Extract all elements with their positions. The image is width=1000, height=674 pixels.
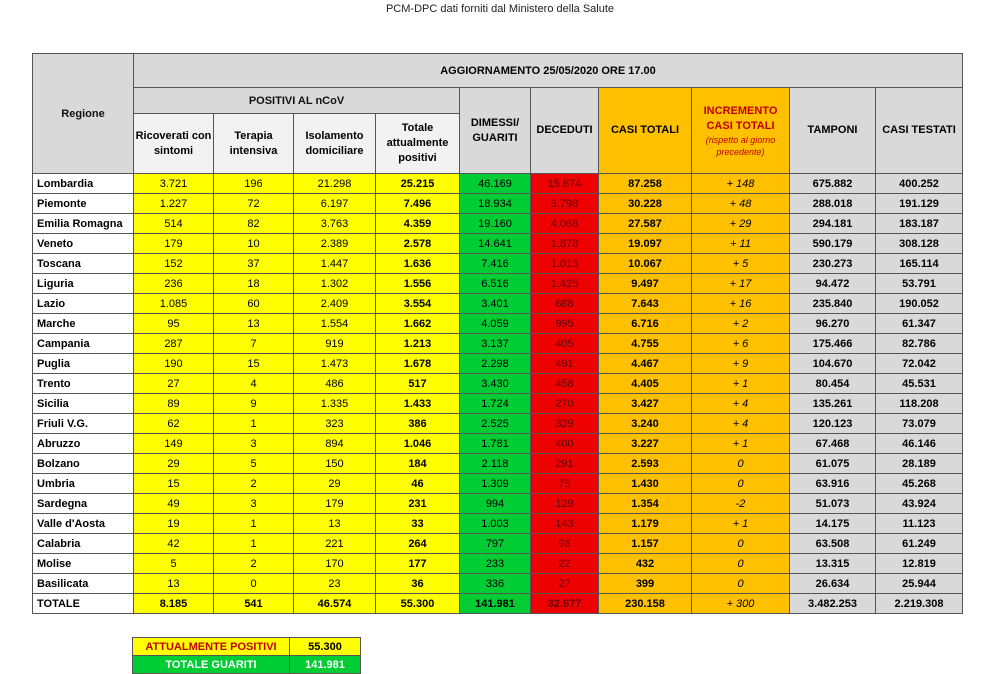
cell-regione: Puglia xyxy=(33,354,134,374)
cell-tamponi: 14.175 xyxy=(790,514,876,534)
cell-tamponi: 135.261 xyxy=(790,394,876,414)
cell-terapia: 15 xyxy=(214,354,294,374)
attualmente-positivi-value: 55.300 xyxy=(290,638,361,656)
header-dimessi: DIMESSI/ GUARITI xyxy=(460,88,531,174)
totals-row xyxy=(33,594,963,614)
cell-isolamento: 150 xyxy=(294,454,376,474)
cell-ricoverati: 287 xyxy=(134,334,214,354)
cell-casi-totali: 399 xyxy=(599,574,692,594)
cell-regione: Molise xyxy=(33,554,134,574)
cell-terapia: 3 xyxy=(214,494,294,514)
cell-terapia: 2 xyxy=(214,474,294,494)
cell-isolamento: 3.763 xyxy=(294,214,376,234)
header-tamponi: TAMPONI xyxy=(790,88,876,174)
cell-isolamento: 1.302 xyxy=(294,274,376,294)
cell-casi-testati: 45.531 xyxy=(876,374,963,394)
cell-regione: Campania xyxy=(33,334,134,354)
cell-casi-testati: 46.146 xyxy=(876,434,963,454)
cell-isolamento: 919 xyxy=(294,334,376,354)
cell-casi-totali: 4.405 xyxy=(599,374,692,394)
cell-casi-totali: 2.593 xyxy=(599,454,692,474)
cell-tamponi: 288.018 xyxy=(790,194,876,214)
table-row xyxy=(33,254,963,274)
total-regione: TOTALE xyxy=(33,594,134,614)
cell-casi-testati: 400.252 xyxy=(876,174,963,194)
cell-incremento: 0 xyxy=(692,554,790,574)
cell-casi-totali: 30.228 xyxy=(599,194,692,214)
cell-terapia: 37 xyxy=(214,254,294,274)
total-casi-testati: 2.219.308 xyxy=(876,594,963,614)
table-row xyxy=(33,294,963,314)
cell-totale-positivi: 1.662 xyxy=(376,314,460,334)
cell-regione: Liguria xyxy=(33,274,134,294)
cell-tamponi: 63.508 xyxy=(790,534,876,554)
cell-tamponi: 80.454 xyxy=(790,374,876,394)
cell-regione: Lazio xyxy=(33,294,134,314)
cell-dimessi: 2.118 xyxy=(460,454,531,474)
cell-casi-totali: 19.097 xyxy=(599,234,692,254)
cell-deceduti: 143 xyxy=(531,514,599,534)
cell-ricoverati: 89 xyxy=(134,394,214,414)
cell-tamponi: 675.882 xyxy=(790,174,876,194)
header-regione: Regione xyxy=(33,54,134,174)
cell-totale-positivi: 386 xyxy=(376,414,460,434)
cell-totale-positivi: 1.046 xyxy=(376,434,460,454)
cell-regione: Bolzano xyxy=(33,454,134,474)
cell-ricoverati: 29 xyxy=(134,454,214,474)
cell-casi-totali: 1.354 xyxy=(599,494,692,514)
cell-totale-positivi: 46 xyxy=(376,474,460,494)
cell-casi-totali: 3.240 xyxy=(599,414,692,434)
total-terapia: 541 xyxy=(214,594,294,614)
cell-regione: Umbria xyxy=(33,474,134,494)
cell-dimessi: 3.430 xyxy=(460,374,531,394)
cell-casi-testati: 11.123 xyxy=(876,514,963,534)
cell-totale-positivi: 25.215 xyxy=(376,174,460,194)
cell-tamponi: 26.634 xyxy=(790,574,876,594)
cell-tamponi: 120.123 xyxy=(790,414,876,434)
cell-dimessi: 1.781 xyxy=(460,434,531,454)
cell-tamponi: 294.181 xyxy=(790,214,876,234)
summary-box xyxy=(132,637,361,674)
cell-incremento: + 4 xyxy=(692,394,790,414)
cell-tamponi: 104.670 xyxy=(790,354,876,374)
cell-dimessi: 6.516 xyxy=(460,274,531,294)
table-body xyxy=(33,174,963,614)
cell-casi-totali: 27.587 xyxy=(599,214,692,234)
cell-isolamento: 1.473 xyxy=(294,354,376,374)
cell-terapia: 4 xyxy=(214,374,294,394)
cell-incremento: + 1 xyxy=(692,374,790,394)
cell-ricoverati: 179 xyxy=(134,234,214,254)
cell-casi-testati: 165.114 xyxy=(876,254,963,274)
cell-isolamento: 179 xyxy=(294,494,376,514)
table-row xyxy=(33,194,963,214)
cell-totale-positivi: 33 xyxy=(376,514,460,534)
table-title: AGGIORNAMENTO 25/05/2020 ORE 17.00 xyxy=(134,54,963,88)
table-row xyxy=(33,534,963,554)
cell-terapia: 1 xyxy=(214,534,294,554)
cell-isolamento: 1.335 xyxy=(294,394,376,414)
cell-ricoverati: 3.721 xyxy=(134,174,214,194)
cell-tamponi: 67.468 xyxy=(790,434,876,454)
cell-dimessi: 1.003 xyxy=(460,514,531,534)
cell-totale-positivi: 177 xyxy=(376,554,460,574)
cell-tamponi: 51.073 xyxy=(790,494,876,514)
total-totale-positivi: 55.300 xyxy=(376,594,460,614)
table-row xyxy=(33,394,963,414)
cell-casi-totali: 432 xyxy=(599,554,692,574)
cell-regione: Marche xyxy=(33,314,134,334)
header-incremento-note: (rispetto al giorno precedente) xyxy=(705,134,776,157)
cell-tamponi: 13.315 xyxy=(790,554,876,574)
cell-terapia: 196 xyxy=(214,174,294,194)
cell-casi-totali: 1.157 xyxy=(599,534,692,554)
cell-isolamento: 486 xyxy=(294,374,376,394)
cell-casi-testati: 191.129 xyxy=(876,194,963,214)
table-row xyxy=(33,574,963,594)
table-row xyxy=(33,334,963,354)
cell-totale-positivi: 184 xyxy=(376,454,460,474)
cell-dimessi: 3.137 xyxy=(460,334,531,354)
cell-tamponi: 230.273 xyxy=(790,254,876,274)
cell-casi-totali: 1.179 xyxy=(599,514,692,534)
table-row xyxy=(33,274,963,294)
cell-totale-positivi: 1.636 xyxy=(376,254,460,274)
cell-regione: Sicilia xyxy=(33,394,134,414)
cell-incremento: 0 xyxy=(692,534,790,554)
totale-guariti-label: TOTALE GUARITI xyxy=(133,656,290,674)
cell-casi-testati: 61.249 xyxy=(876,534,963,554)
cell-isolamento: 170 xyxy=(294,554,376,574)
cell-deceduti: 995 xyxy=(531,314,599,334)
cell-terapia: 10 xyxy=(214,234,294,254)
cell-dimessi: 19.160 xyxy=(460,214,531,234)
cell-deceduti: 27 xyxy=(531,574,599,594)
cell-ricoverati: 514 xyxy=(134,214,214,234)
cell-deceduti: 1.878 xyxy=(531,234,599,254)
cell-ricoverati: 15 xyxy=(134,474,214,494)
cell-deceduti: 75 xyxy=(531,474,599,494)
total-isolamento: 46.574 xyxy=(294,594,376,614)
cell-incremento: + 148 xyxy=(692,174,790,194)
cell-regione: Basilicata xyxy=(33,574,134,594)
cell-casi-testati: 72.042 xyxy=(876,354,963,374)
header-casi-totali: CASI TOTALI xyxy=(599,88,692,174)
header-ricoverati: Ricoverati con sintomi xyxy=(134,114,214,174)
cell-deceduti: 1.425 xyxy=(531,274,599,294)
cell-ricoverati: 5 xyxy=(134,554,214,574)
cell-regione: Emilia Romagna xyxy=(33,214,134,234)
cell-terapia: 3 xyxy=(214,434,294,454)
header-incremento-label: INCREMENTO CASI TOTALI xyxy=(703,104,778,132)
cell-totale-positivi: 1.213 xyxy=(376,334,460,354)
cell-isolamento: 21.298 xyxy=(294,174,376,194)
cell-casi-totali: 6.716 xyxy=(599,314,692,334)
cell-deceduti: 4.068 xyxy=(531,214,599,234)
cell-isolamento: 1.447 xyxy=(294,254,376,274)
cell-casi-totali: 87.258 xyxy=(599,174,692,194)
cell-totale-positivi: 1.433 xyxy=(376,394,460,414)
cell-casi-testati: 28.189 xyxy=(876,454,963,474)
cell-ricoverati: 13 xyxy=(134,574,214,594)
cell-isolamento: 894 xyxy=(294,434,376,454)
cell-incremento: + 9 xyxy=(692,354,790,374)
header-positivi-group: POSITIVI AL nCoV xyxy=(134,88,460,114)
cell-incremento: 0 xyxy=(692,474,790,494)
cell-totale-positivi: 517 xyxy=(376,374,460,394)
cell-isolamento: 221 xyxy=(294,534,376,554)
cell-casi-totali: 1.430 xyxy=(599,474,692,494)
table-row xyxy=(33,514,963,534)
cell-dimessi: 46.169 xyxy=(460,174,531,194)
cell-deceduti: 491 xyxy=(531,354,599,374)
cell-isolamento: 23 xyxy=(294,574,376,594)
table-row xyxy=(33,234,963,254)
cell-casi-testati: 190.052 xyxy=(876,294,963,314)
cell-terapia: 1 xyxy=(214,514,294,534)
cell-dimessi: 1.724 xyxy=(460,394,531,414)
cell-incremento: + 17 xyxy=(692,274,790,294)
cell-dimessi: 797 xyxy=(460,534,531,554)
cell-tamponi: 590.179 xyxy=(790,234,876,254)
cell-dimessi: 2.298 xyxy=(460,354,531,374)
cell-casi-testati: 308.128 xyxy=(876,234,963,254)
cell-terapia: 7 xyxy=(214,334,294,354)
cell-regione: Lombardia xyxy=(33,174,134,194)
cell-regione: Abruzzo xyxy=(33,434,134,454)
cell-totale-positivi: 36 xyxy=(376,574,460,594)
table-row xyxy=(33,174,963,194)
cell-incremento: 0 xyxy=(692,574,790,594)
totale-guariti-value: 141.981 xyxy=(290,656,361,674)
cell-isolamento: 6.197 xyxy=(294,194,376,214)
cell-regione: Friuli V.G. xyxy=(33,414,134,434)
cell-deceduti: 15.874 xyxy=(531,174,599,194)
table-row xyxy=(33,214,963,234)
cell-terapia: 2 xyxy=(214,554,294,574)
cell-totale-positivi: 3.554 xyxy=(376,294,460,314)
cell-dimessi: 2.525 xyxy=(460,414,531,434)
source-caption: PCM-DPC dati forniti dal Ministero della Salute xyxy=(385,3,615,15)
cell-casi-testati: 61.347 xyxy=(876,314,963,334)
total-dimessi: 141.981 xyxy=(460,594,531,614)
cell-ricoverati: 1.227 xyxy=(134,194,214,214)
cell-terapia: 1 xyxy=(214,414,294,434)
table-row xyxy=(33,314,963,334)
table-row xyxy=(33,474,963,494)
cell-incremento: + 4 xyxy=(692,414,790,434)
cell-ricoverati: 49 xyxy=(134,494,214,514)
cell-dimessi: 994 xyxy=(460,494,531,514)
cell-incremento: 0 xyxy=(692,454,790,474)
cell-incremento: + 11 xyxy=(692,234,790,254)
cell-tamponi: 96.270 xyxy=(790,314,876,334)
cell-regione: Piemonte xyxy=(33,194,134,214)
cell-dimessi: 4.059 xyxy=(460,314,531,334)
cell-incremento: + 6 xyxy=(692,334,790,354)
cell-ricoverati: 19 xyxy=(134,514,214,534)
cell-deceduti: 3.798 xyxy=(531,194,599,214)
cell-tamponi: 61.075 xyxy=(790,454,876,474)
cell-totale-positivi: 4.359 xyxy=(376,214,460,234)
cell-casi-totali: 10.067 xyxy=(599,254,692,274)
cell-ricoverati: 95 xyxy=(134,314,214,334)
cell-regione: Veneto xyxy=(33,234,134,254)
cell-terapia: 0 xyxy=(214,574,294,594)
cell-incremento: + 2 xyxy=(692,314,790,334)
cell-deceduti: 400 xyxy=(531,434,599,454)
cell-totale-positivi: 7.496 xyxy=(376,194,460,214)
cell-incremento: + 16 xyxy=(692,294,790,314)
header-incremento xyxy=(692,88,790,174)
cell-terapia: 9 xyxy=(214,394,294,414)
cell-casi-testati: 82.786 xyxy=(876,334,963,354)
cell-isolamento: 1.554 xyxy=(294,314,376,334)
cell-ricoverati: 236 xyxy=(134,274,214,294)
attualmente-positivi-label: ATTUALMENTE POSITIVI xyxy=(133,638,290,656)
cell-incremento: + 48 xyxy=(692,194,790,214)
header-terapia: Terapia intensiva xyxy=(214,114,294,174)
cell-isolamento: 323 xyxy=(294,414,376,434)
cell-dimessi: 233 xyxy=(460,554,531,574)
header-casi-testati: CASI TESTATI xyxy=(876,88,963,174)
cell-regione: Sardegna xyxy=(33,494,134,514)
table-row xyxy=(33,354,963,374)
cell-dimessi: 1.309 xyxy=(460,474,531,494)
table-row xyxy=(33,434,963,454)
cell-isolamento: 13 xyxy=(294,514,376,534)
cell-regione: Toscana xyxy=(33,254,134,274)
cell-regione: Trento xyxy=(33,374,134,394)
cell-terapia: 13 xyxy=(214,314,294,334)
cell-totale-positivi: 264 xyxy=(376,534,460,554)
cell-dimessi: 18.934 xyxy=(460,194,531,214)
cell-totale-positivi: 1.678 xyxy=(376,354,460,374)
cell-ricoverati: 62 xyxy=(134,414,214,434)
cell-casi-testati: 12.819 xyxy=(876,554,963,574)
cell-deceduti: 458 xyxy=(531,374,599,394)
cell-ricoverati: 149 xyxy=(134,434,214,454)
cell-incremento: + 5 xyxy=(692,254,790,274)
table-row xyxy=(33,414,963,434)
cell-isolamento: 29 xyxy=(294,474,376,494)
cell-incremento: -2 xyxy=(692,494,790,514)
cell-casi-testati: 43.924 xyxy=(876,494,963,514)
cell-casi-totali: 3.427 xyxy=(599,394,692,414)
cell-casi-totali: 3.227 xyxy=(599,434,692,454)
header-deceduti: DECEDUTI xyxy=(531,88,599,174)
cell-casi-totali: 4.467 xyxy=(599,354,692,374)
cell-deceduti: 22 xyxy=(531,554,599,574)
total-casi-totali: 230.158 xyxy=(599,594,692,614)
cell-deceduti: 405 xyxy=(531,334,599,354)
cell-tamponi: 94.472 xyxy=(790,274,876,294)
cell-ricoverati: 42 xyxy=(134,534,214,554)
cell-terapia: 60 xyxy=(214,294,294,314)
cell-regione: Valle d'Aosta xyxy=(33,514,134,534)
cell-casi-testati: 118.208 xyxy=(876,394,963,414)
cell-totale-positivi: 231 xyxy=(376,494,460,514)
cell-dimessi: 336 xyxy=(460,574,531,594)
cell-totale-positivi: 2.578 xyxy=(376,234,460,254)
table-row xyxy=(33,554,963,574)
cell-casi-testati: 183.187 xyxy=(876,214,963,234)
cell-casi-testati: 73.079 xyxy=(876,414,963,434)
table-row xyxy=(33,374,963,394)
cell-ricoverati: 27 xyxy=(134,374,214,394)
header-totale-positivi: Totale attualmente positivi xyxy=(376,114,460,174)
cell-terapia: 82 xyxy=(214,214,294,234)
cell-incremento: + 1 xyxy=(692,514,790,534)
cell-incremento: + 29 xyxy=(692,214,790,234)
cell-deceduti: 329 xyxy=(531,414,599,434)
cell-casi-totali: 9.497 xyxy=(599,274,692,294)
table-row xyxy=(33,454,963,474)
cell-deceduti: 688 xyxy=(531,294,599,314)
cell-totale-positivi: 1.556 xyxy=(376,274,460,294)
total-ricoverati: 8.185 xyxy=(134,594,214,614)
cell-deceduti: 1.015 xyxy=(531,254,599,274)
header-isolamento: Isolamento domiciliare xyxy=(294,114,376,174)
cell-dimessi: 7.416 xyxy=(460,254,531,274)
cell-casi-totali: 4.755 xyxy=(599,334,692,354)
total-deceduti: 32.877 xyxy=(531,594,599,614)
cell-ricoverati: 190 xyxy=(134,354,214,374)
cell-deceduti: 270 xyxy=(531,394,599,414)
cell-isolamento: 2.389 xyxy=(294,234,376,254)
cell-terapia: 18 xyxy=(214,274,294,294)
cell-dimessi: 3.401 xyxy=(460,294,531,314)
total-incremento: + 300 xyxy=(692,594,790,614)
cell-deceduti: 291 xyxy=(531,454,599,474)
cell-deceduti: 129 xyxy=(531,494,599,514)
cell-incremento: + 1 xyxy=(692,434,790,454)
cell-tamponi: 175.466 xyxy=(790,334,876,354)
cell-tamponi: 235.840 xyxy=(790,294,876,314)
cell-casi-testati: 53.791 xyxy=(876,274,963,294)
covid-regional-table xyxy=(32,53,963,614)
cell-regione: Calabria xyxy=(33,534,134,554)
total-tamponi: 3.482.253 xyxy=(790,594,876,614)
cell-ricoverati: 1.085 xyxy=(134,294,214,314)
cell-dimessi: 14.641 xyxy=(460,234,531,254)
cell-isolamento: 2.409 xyxy=(294,294,376,314)
table-row xyxy=(33,494,963,514)
cell-casi-testati: 25.944 xyxy=(876,574,963,594)
cell-casi-totali: 7.643 xyxy=(599,294,692,314)
cell-terapia: 72 xyxy=(214,194,294,214)
cell-ricoverati: 152 xyxy=(134,254,214,274)
cell-terapia: 5 xyxy=(214,454,294,474)
cell-deceduti: 96 xyxy=(531,534,599,554)
cell-tamponi: 63.916 xyxy=(790,474,876,494)
cell-casi-testati: 45.268 xyxy=(876,474,963,494)
